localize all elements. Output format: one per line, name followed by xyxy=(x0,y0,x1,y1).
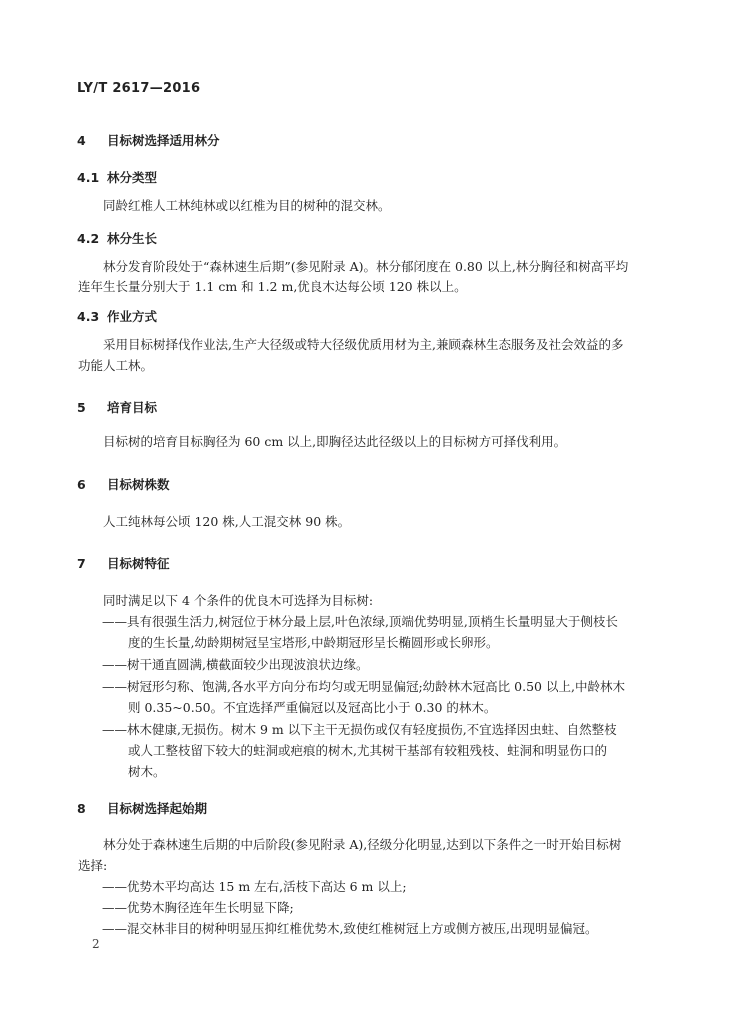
list-item-text: 树冠形匀称、饱满,各水平方向分布均匀或无明显偏冠;幼龄林木冠高比 0.50 以上,中龄林木 xyxy=(127,679,625,694)
section-number: 4.1 xyxy=(77,170,100,185)
list-item-continuation: 树木。 xyxy=(128,764,166,779)
list-item-continuation: 度的生长量,幼龄期树冠呈宝塔形,中龄期冠形呈长椭圆形或长卵形。 xyxy=(128,635,499,650)
section-title: 林分类型 xyxy=(107,170,158,185)
list-item-text: 具有很强生活力,树冠位于林分最上层,叶色浓绿,顶端优势明显,顶梢生长量明显大于侧枝长 xyxy=(127,614,618,629)
paragraph-line: 选择: xyxy=(78,858,108,873)
paragraph: 同龄红椎人工林纯林或以红椎为目的树种的混交林。 xyxy=(103,198,391,213)
list-item: ——混交林非目的树种明显压抑红椎优势木,致使红椎树冠上方或侧方被压,出现明显偏冠。 xyxy=(102,921,598,936)
section-title: 目标树株数 xyxy=(107,477,170,492)
section-number: 4 xyxy=(77,133,86,148)
list-dash: —— xyxy=(102,657,127,672)
list-item xyxy=(102,719,617,741)
section-number: 4.3 xyxy=(77,309,100,324)
section-5-heading xyxy=(77,398,157,416)
paragraph: 人工纯林每公顷 120 株,人工混交林 90 株。 xyxy=(103,514,351,529)
section-number: 7 xyxy=(77,556,86,571)
list-item-text: 树干通直圆满,横截面较少出现波浪状边缘。 xyxy=(127,657,369,672)
section-4-3-heading xyxy=(77,307,157,325)
standard-number: LY/T 2617—2016 xyxy=(77,81,201,96)
list-dash: —— xyxy=(102,722,127,737)
paragraph-line: 功能人工林。 xyxy=(78,358,154,373)
page-number: 2 xyxy=(92,937,100,951)
section-title: 作业方式 xyxy=(107,309,158,324)
section-title: 目标树特征 xyxy=(107,556,170,571)
section-number: 5 xyxy=(77,400,86,415)
section-title: 目标树选择起始期 xyxy=(107,801,208,816)
paragraph: 目标树的培育目标胸径为 60 cm 以上,即胸径达此径级以上的目标树方可择伐利用。 xyxy=(103,434,567,449)
section-4-2-heading xyxy=(77,229,157,247)
paragraph-line: 连年生长量分别大于 1.1 cm 和 1.2 m,优良木达每公顷 120 株以上。 xyxy=(78,279,467,294)
section-6-heading xyxy=(77,475,170,493)
section-title: 培育目标 xyxy=(107,400,158,415)
list-item-continuation: 或人工整枝留下较大的蛀洞或疤痕的树木,尤其树干基部有较粗残枝、蛀洞和明显伤口的 xyxy=(128,743,607,758)
list-item-text: 林木健康,无损伤。树木 9 m 以下主干无损伤或仅有轻度损伤,不宜选择因虫蛀、自然整枝 xyxy=(127,722,617,737)
list-item xyxy=(102,654,368,676)
section-number: 6 xyxy=(77,477,86,492)
list-item xyxy=(102,676,625,698)
section-title: 目标树选择适用林分 xyxy=(107,133,220,148)
section-7-heading xyxy=(77,554,170,572)
paragraph-line: 林分发育阶段处于“森林速生后期”(参见附录 A)。林分郁闭度在 0.80 以上,林分胸径和树高平均 xyxy=(103,259,629,274)
list-item-continuation: 则 0.35~0.50。不宜选择严重偏冠以及冠高比小于 0.30 的林木。 xyxy=(128,700,497,715)
section-number: 8 xyxy=(77,801,86,816)
section-title: 林分生长 xyxy=(107,231,158,246)
list-item: ——优势木胸径连年生长明显下降; xyxy=(102,900,294,915)
section-number: 4.2 xyxy=(77,231,100,246)
section-8-heading xyxy=(77,799,207,817)
paragraph-line: 林分处于森林速生后期的中后阶段(参见附录 A),径级分化明显,达到以下条件之一时开始目标树 xyxy=(103,837,622,852)
paragraph-line: 采用目标树择伐作业法,生产大径级或特大径级优质用材为主,兼顾森林生态服务及社会效益的多 xyxy=(103,337,624,352)
paragraph: 同时满足以下 4 个条件的优良木可选择为目标树: xyxy=(103,593,374,608)
section-4-1-heading xyxy=(77,168,157,186)
section-4-heading xyxy=(77,131,220,149)
list-dash: —— xyxy=(102,614,127,629)
list-dash: —— xyxy=(102,679,127,694)
list-item xyxy=(102,611,618,633)
list-item: ——优势木平均高达 15 m 左右,活枝下高达 6 m 以上; xyxy=(102,879,407,894)
